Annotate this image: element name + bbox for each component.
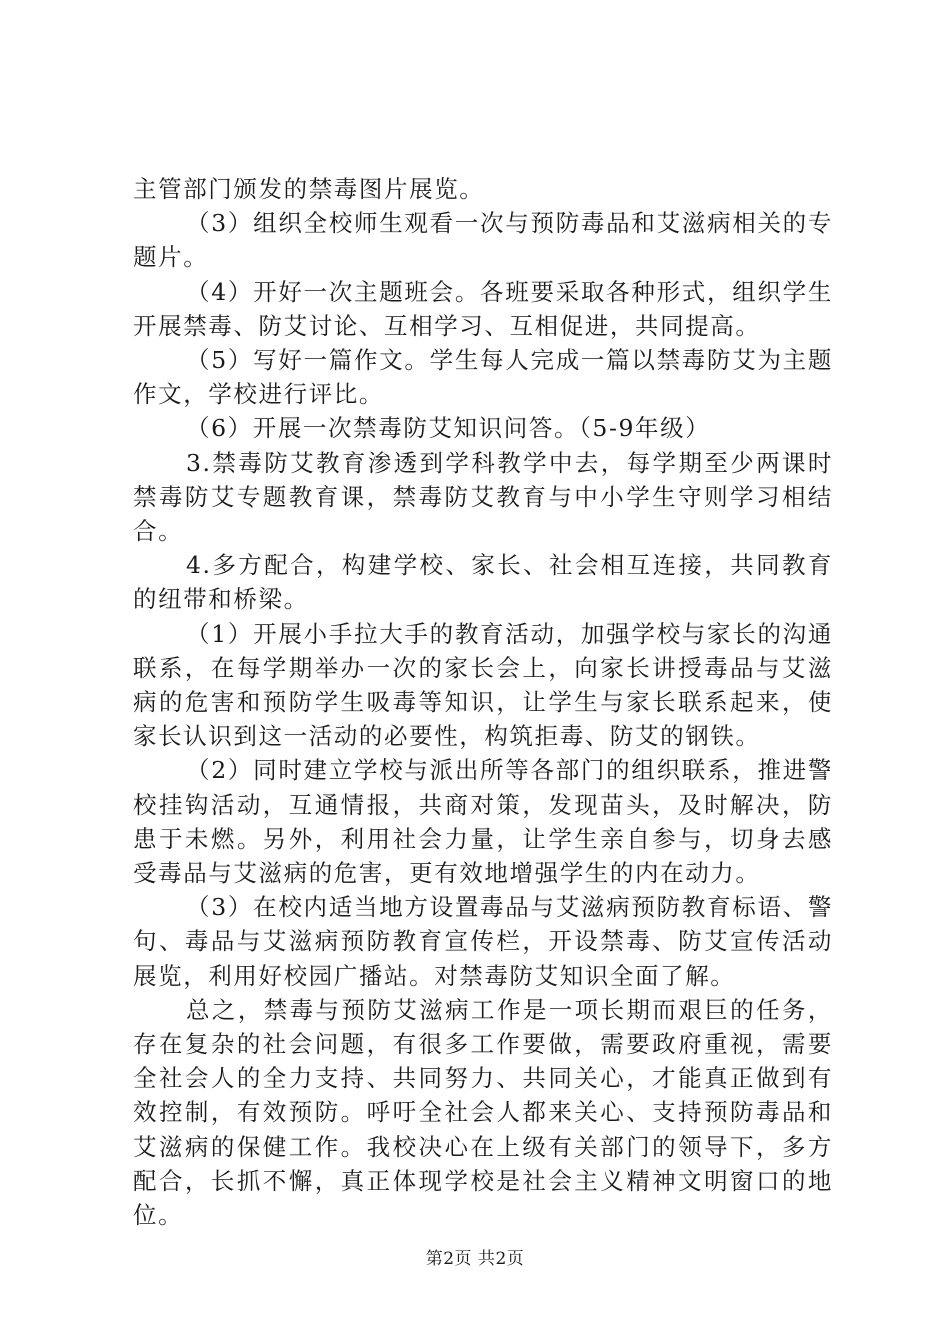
paragraph: （3）在校内适当地方设置毒品与艾滋病预防教育标语、警句、毒品与艾滋病预防教育宣传栏，开设禁毒、防艾宣传活动展览，利用好校园广播站。对禁毒防艾知识全面了解。 bbox=[133, 893, 833, 990]
paragraph: 4.多方配合，构建学校、家长、社会相互连接，共同教育的纽带和桥梁。 bbox=[133, 551, 833, 614]
paragraph: （2）同时建立学校与派出所等各部门的组织联系，推进警校挂钩活动，互通情报，共商对策，发现苗头，及时解决，防患于未燃。另外，利用社会力量，让学生亲自参与，切身去感受毒品与艾滋病的危害，更有效地增强学生的内在动力。 bbox=[133, 756, 833, 888]
paragraph: （5）写好一篇作文。学生每人完成一篇以禁毒防艾为主题作文，学校进行评比。 bbox=[133, 346, 833, 409]
page-footer bbox=[0, 1244, 950, 1269]
paragraph: （6）开展一次禁毒防艾知识问答。（5-9年级） bbox=[186, 414, 711, 443]
page-number-label: 第2页 共2页 bbox=[425, 1249, 525, 1269]
paragraph: （1）开展小手拉大手的教育活动，加强学校与家长的沟通联系，在每学期举办一次的家长会上，向家长讲授毒品与艾滋病的危害和预防学生吸毒等知识，让学生与家长联系起来，使家长认识到这一活动的必要性，构筑拒毒、防艾的钢铁。 bbox=[133, 619, 833, 751]
paragraph: （3）组织全校师生观看一次与预防毒品和艾滋病相关的专题片。 bbox=[133, 209, 833, 272]
paragraph: 3.禁毒防艾教育渗透到学科教学中去，每学期至少两课时禁毒防艾专题教育课，禁毒防艾教育与中小学生守则学习相结合。 bbox=[133, 448, 833, 546]
paragraph: （4）开好一次主题班会。各班要采取各种形式，组织学生开展禁毒、防艾讨论、互相学习、互相促进，共同提高。 bbox=[133, 277, 833, 340]
paragraph: 总之，禁毒与预防艾滋病工作是一项长期而艰巨的任务，存在复杂的社会问题，有很多工作要做，需要政府重视，需要全社会人的全力支持、共同努力、共同关心，才能真正做到有效控制，有效预防。呼吁全社会人都来关心、支持预防毒品和艾滋病的保健工作。我校决心在上级有关部门的领导下，多方配合，长抓不懈，真正体现学校是社会主义精神文明窗口的地位。 bbox=[133, 995, 833, 1230]
paragraph: 主管部门颁发的禁毒图片展览。 bbox=[133, 175, 485, 203]
document-body bbox=[133, 172, 833, 1232]
